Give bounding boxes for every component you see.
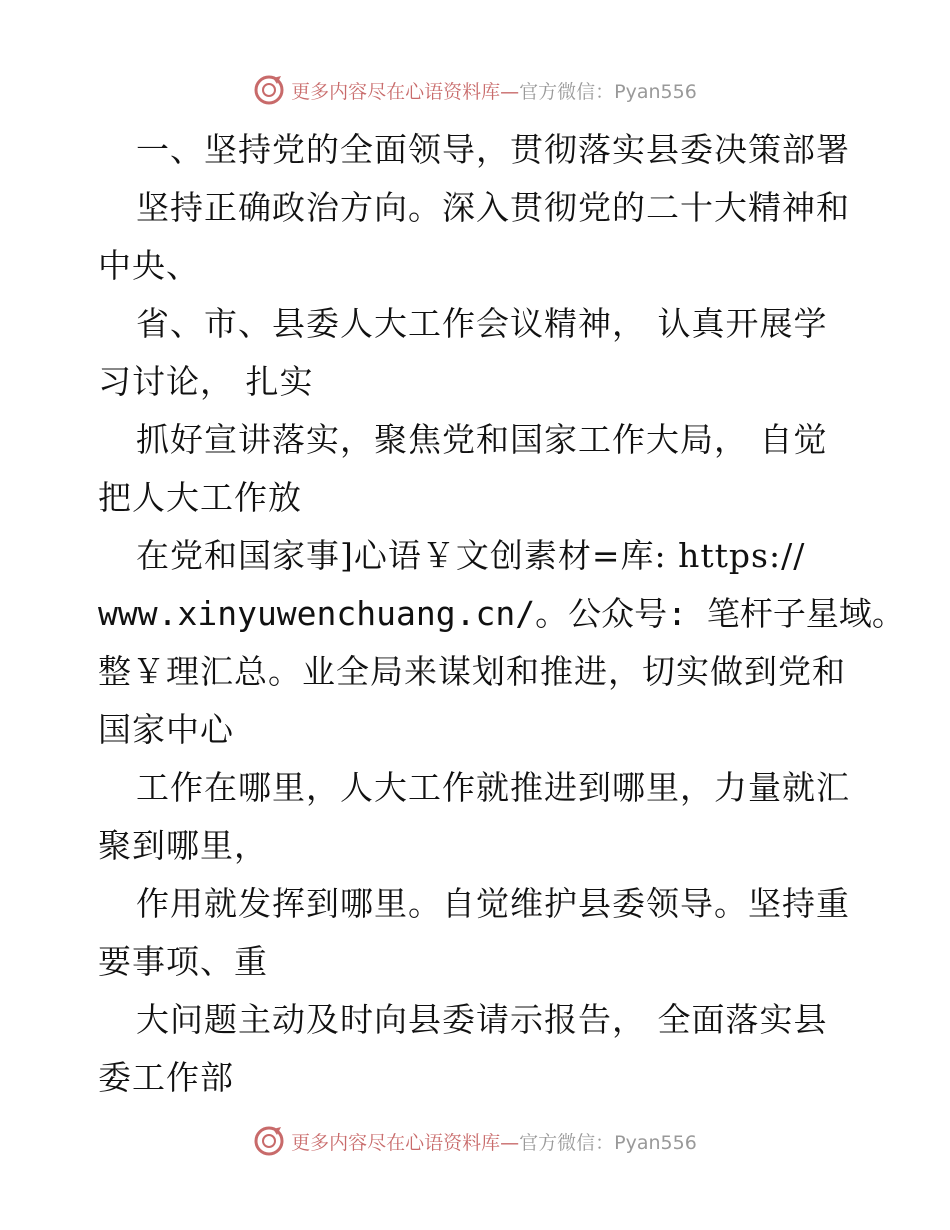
- footer-watermark: [0, 1121, 950, 1161]
- body-line-url: www.xinyuwenchuang.cn/。公众号: 笔杆子星域。: [98, 594, 905, 633]
- body-line: 在党和国家事]心语￥文创素材=库: https://: [136, 536, 806, 575]
- watermark-text: 更多内容尽在心语资料库—: [291, 80, 520, 103]
- watermark-text: 更多内容尽在心语资料库—: [291, 1131, 520, 1154]
- body-line: 习讨论， 扎实: [98, 362, 314, 401]
- header-watermark: [0, 70, 950, 110]
- body-line: 抓好宣讲落实，聚焦党和国家工作大局， 自觉: [136, 420, 828, 459]
- watermark-wechat: 官方微信：Pyan556: [519, 80, 697, 103]
- body-line: 大问题主动及时向县委请示报告， 全面落实县: [136, 1000, 828, 1039]
- brush-circle-logo-icon: [253, 74, 285, 106]
- body-line: 委工作部: [98, 1058, 234, 1097]
- watermark-wechat: 官方微信：Pyan556: [519, 1131, 697, 1154]
- document-body: [98, 121, 905, 1107]
- body-line: 作用就发挥到哪里。自觉维护县委领导。坚持重: [136, 884, 850, 923]
- body-line: 工作在哪里，人大工作就推进到哪里，力量就汇: [136, 768, 850, 807]
- body-line: 整￥理汇总。业全局来谋划和推进，切实做到党和: [98, 652, 846, 691]
- body-line: 聚到哪里，: [98, 826, 268, 865]
- body-line: 把人大工作放: [98, 478, 302, 517]
- brush-circle-logo-icon: [253, 1125, 285, 1157]
- body-line: 省、市、县委人大工作会议精神， 认真开展学: [136, 304, 828, 343]
- body-line: 坚持正确政治方向。深入贯彻党的二十大精神和: [136, 188, 850, 227]
- section-heading: 一、坚持党的全面领导，贯彻落实县委决策部署: [136, 130, 850, 169]
- body-line: 要事项、重: [98, 942, 268, 981]
- body-line: 中央、: [98, 246, 200, 285]
- body-line: 国家中心: [98, 710, 234, 749]
